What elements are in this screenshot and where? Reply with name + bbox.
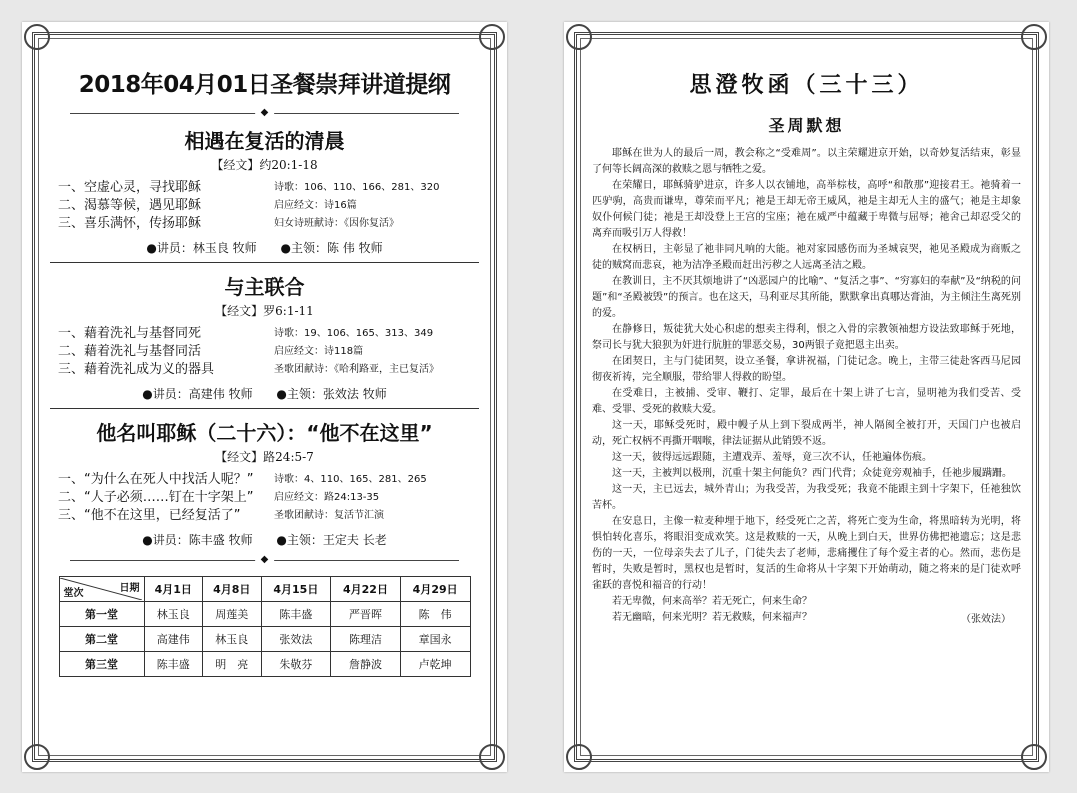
table-cell: 章国永 [400,627,470,652]
corner-ornament [1021,24,1047,50]
sermon-points [58,471,479,525]
letter-subtitle: 圣周默想 [768,116,845,135]
letter-paragraph: 这一天，耶稣受死时，殿中幔子从上到下裂成两半，神人隔阂全被打开，天国门户也被启动，死亡权柄不再撕开咽喉，律法证据从此销毁不返。 [592,420,1021,447]
sermon-point: 二、渴慕等候，遇见耶稣 [58,198,202,213]
sermon-title: 相遇在复活的清晨 [184,129,345,153]
sermon-title: 与主联合 [224,275,305,299]
letter-paragraph: 在教训日，主不厌其烦地讲了“凶恶园户的比喻”、“复活之事”、“穷寡妇的奉献”及“纳税的问题”和“圣殿被毁”的预言。也在这天，马利亚尽其所能，默默拿出真哪达膏油，为主倾注生离死别的爱。 [592,276,1021,319]
table-header-date: 4月8日 [203,577,262,602]
right-page [564,22,1049,772]
corner-ornament [566,24,592,50]
speaker: ●讲员：高建伟 牧师 [142,387,253,401]
table-cell: 明 亮 [203,652,262,677]
table-cell: 陈理洁 [331,627,401,652]
table-cell: 陈 伟 [400,602,470,627]
table-cell: 卢乾坤 [400,652,470,677]
hymn-info: 诗歌：19、106、165、313、349 [274,328,434,339]
letter-paragraph: 在团契日，主与门徒团契，设立圣餐，拿讲祝福，门徒记念。晚上，主带三徒赴客西马尼园彻夜祈祷，完全顺服，带给罪人得救的盼望。 [592,356,1021,383]
sermon-point: 三、喜乐满怀，传扬耶稣 [58,216,202,231]
corner-ornament [479,24,505,50]
table-header-date: 4月22日 [331,577,401,602]
hymn-info: 诗歌：106、110、166、281、320 [274,182,440,193]
table-cell: 林玉良 [144,602,203,627]
sermon-point: 一、空虚心灵，寻找耶稣 [58,180,202,195]
sermon-scripture: 【经文】约20:1-18 [211,158,318,172]
letter-paragraph: 若无幽暗，何来光明？若无救赎，何来福声？ [612,612,812,623]
table-cell: 林玉良 [203,627,262,652]
letter-paragraph: 这一天，主已远去，城外青山；为我受苦，为我受死；我竟不能跟主到十字架下，任祂独饮苦杯。 [592,484,1021,511]
sermon-point: 三、“他不在这里，已经复活了” [58,508,241,523]
sermon-staff [50,385,479,402]
table-cell: 朱敬芬 [261,652,331,677]
ornament-divider [50,107,479,119]
letter-title: 思澄牧函（三十三） [689,72,924,98]
letter-paragraph: 若无卑微，何来高举？若无死亡，何来生命？ [612,596,812,607]
ornament-icon: ◆ [255,554,275,566]
table-row-header: 第三堂 [59,652,144,677]
table-cell: 陈丰盛 [144,652,203,677]
sermon-1 [50,125,479,256]
sermon-point: 二、藉着洗礼与基督同活 [58,344,202,359]
table-cell: 詹静波 [331,652,401,677]
letter-paragraph: 在权柄日，主彰显了祂非同凡响的大能。祂对家园感伤而为圣城哀哭，祂见圣殿成为商贩之徒的贼窝而悲哀，祂为洁净圣殿而赶出污秽之人远离圣洁之殿。 [592,244,1021,271]
corner-ornament [479,744,505,770]
choir-info: 妇女诗班献诗：《因你复活》 [274,218,399,229]
sermon-scripture: 【经文】路24:5-7 [215,450,314,464]
table-corner-cell [59,577,144,602]
table-header-date: 4月1日 [144,577,203,602]
table-cell: 严晋晖 [331,602,401,627]
sermon-points [58,179,479,233]
leader: ●主领：王定夫 长老 [276,533,387,547]
preaching-schedule-table [59,576,471,677]
letter-paragraph: 在荣耀日，耶稣骑驴进京，许多人以衣铺地，高举棕枝，高呼“和散那”迎接君王。祂骑着一匹驴驹，高贵而谦卑，尊荣而平凡；祂是王却无帝王威风，祂是主却无人主的盛气；祂是主却象奴仆何候门徒；祂是王却没登上王宫的宝座；祂在威严中蕴藏于卑微与屈辱；祂舍己却忍受父的离弃而吸引万人得救！ [592,180,1021,239]
corner-ornament [566,744,592,770]
letter-paragraph: 这一天，主被判以极刑，沉重十架主何能负？西门代背；众徒竟旁观袖手，任祂步履蹒跚。 [612,468,1012,479]
left-page [22,22,507,772]
sermon-scripture: 【经文】罗6:1-11 [215,304,314,318]
letter-paragraph: 在受难日，主被捕、受审、鞭打、定罪，最后在十架上讲了七言，显明祂为我们受苦、受难、受罪、受死的救赎大爱。 [592,388,1021,415]
sermon-title: 他名叫耶稣（二十六）：“他不在这里” [96,421,433,445]
letter-paragraph: 耶稣在世为人的最后一周，教会称之“受难周”。以主荣耀进京开始，以奇妙复活结束，彰显了何等长阔高深的救赎之恩与牺牲之爱。 [592,148,1021,175]
table-row [59,602,470,627]
sermon-point: 一、藉着洗礼与基督同死 [58,326,202,341]
speaker: ●讲员：林玉良 牧师 [146,241,257,255]
section-divider [50,262,479,263]
speaker: ●讲员：陈丰盛 牧师 [142,533,253,547]
responsive-reading: 启应经文：诗118篇 [274,346,364,357]
sermon-point: 三、藉着洗礼成为义的器具 [58,362,215,377]
sermon-2 [50,271,479,402]
page-title: 2018年04月01日圣餐崇拜讲道提纲 [78,72,451,98]
letter-author: （张效法） [961,614,1011,625]
choir-info: 圣歌团献诗：《哈利路亚，主已复活》 [274,364,439,375]
leader: ●主领：陈 伟 牧师 [280,241,383,255]
right-content [592,52,1021,625]
section-divider [50,408,479,409]
corner-ornament [24,744,50,770]
letter-paragraph: 在静修日，叛徒犹大处心积虑的想卖主得利，恨之入骨的宗教领袖想方设法致耶稣于死地，祭司长与犹大狼狈为奸进行肮脏的罪恶交易，30两银子竟把恩主出卖。 [592,324,1021,351]
table-header-date: 4月29日 [400,577,470,602]
corner-ornament [1021,744,1047,770]
letter-paragraph: 在安息日，主像一粒麦种埋于地下，经受死亡之苦，将死亡变为生命，将黑暗转为光明，将惧怕转化喜乐，将眼泪变成欢笑。这是救赎的一天，从晚上到白天，世界仿佛把祂遗忘；这是悲伤的一天，一位母亲失去了儿子，门徒失去了老师，悲痛攫住了每个爱主者的心。然而，悲伤是暂时，失败是暂时，黑权也是暂时，复活的生命将从十字架下开始萌动，随之将来的是门徒欢呼雀跃的喜悦和福音的行动！ [592,516,1021,591]
table-row-header: 第一堂 [59,602,144,627]
sermon-staff [50,239,479,256]
table-row [59,652,470,677]
corner-label-service: 堂次 [63,588,84,599]
hymn-info: 诗歌：4、110、165、281、265 [274,474,427,485]
sermon-3 [50,417,479,548]
left-content [50,52,479,677]
table-header-row [59,577,470,602]
sermon-staff [50,531,479,548]
leader: ●主领：张效法 牧师 [276,387,387,401]
corner-label-date: 日期 [119,583,140,594]
choir-info: 圣歌团献诗：复活节汇演 [274,510,384,521]
table-row-header: 第二堂 [59,627,144,652]
ornament-icon: ◆ [255,107,275,119]
table-header-date: 4月15日 [261,577,331,602]
sermon-point: 一、“为什么在死人中找活人呢？” [58,472,254,487]
sermon-points [58,325,479,379]
table-row [59,627,470,652]
table-cell: 周莲美 [203,602,262,627]
responsive-reading: 启应经文：诗16篇 [274,200,357,211]
ornament-divider [50,554,479,566]
table-cell: 陈丰盛 [261,602,331,627]
responsive-reading: 启应经文：路24:13-35 [274,492,380,503]
table-cell: 张效法 [261,627,331,652]
sermon-point: 二、“人子必须……钉在十字架上” [58,490,254,505]
table-cell: 高建伟 [144,627,203,652]
corner-ornament [24,24,50,50]
letter-paragraph: 这一天，彼得远远跟随，主遭戏弄、羞辱，竟三次不认，任祂遍体伤痕。 [612,452,932,463]
